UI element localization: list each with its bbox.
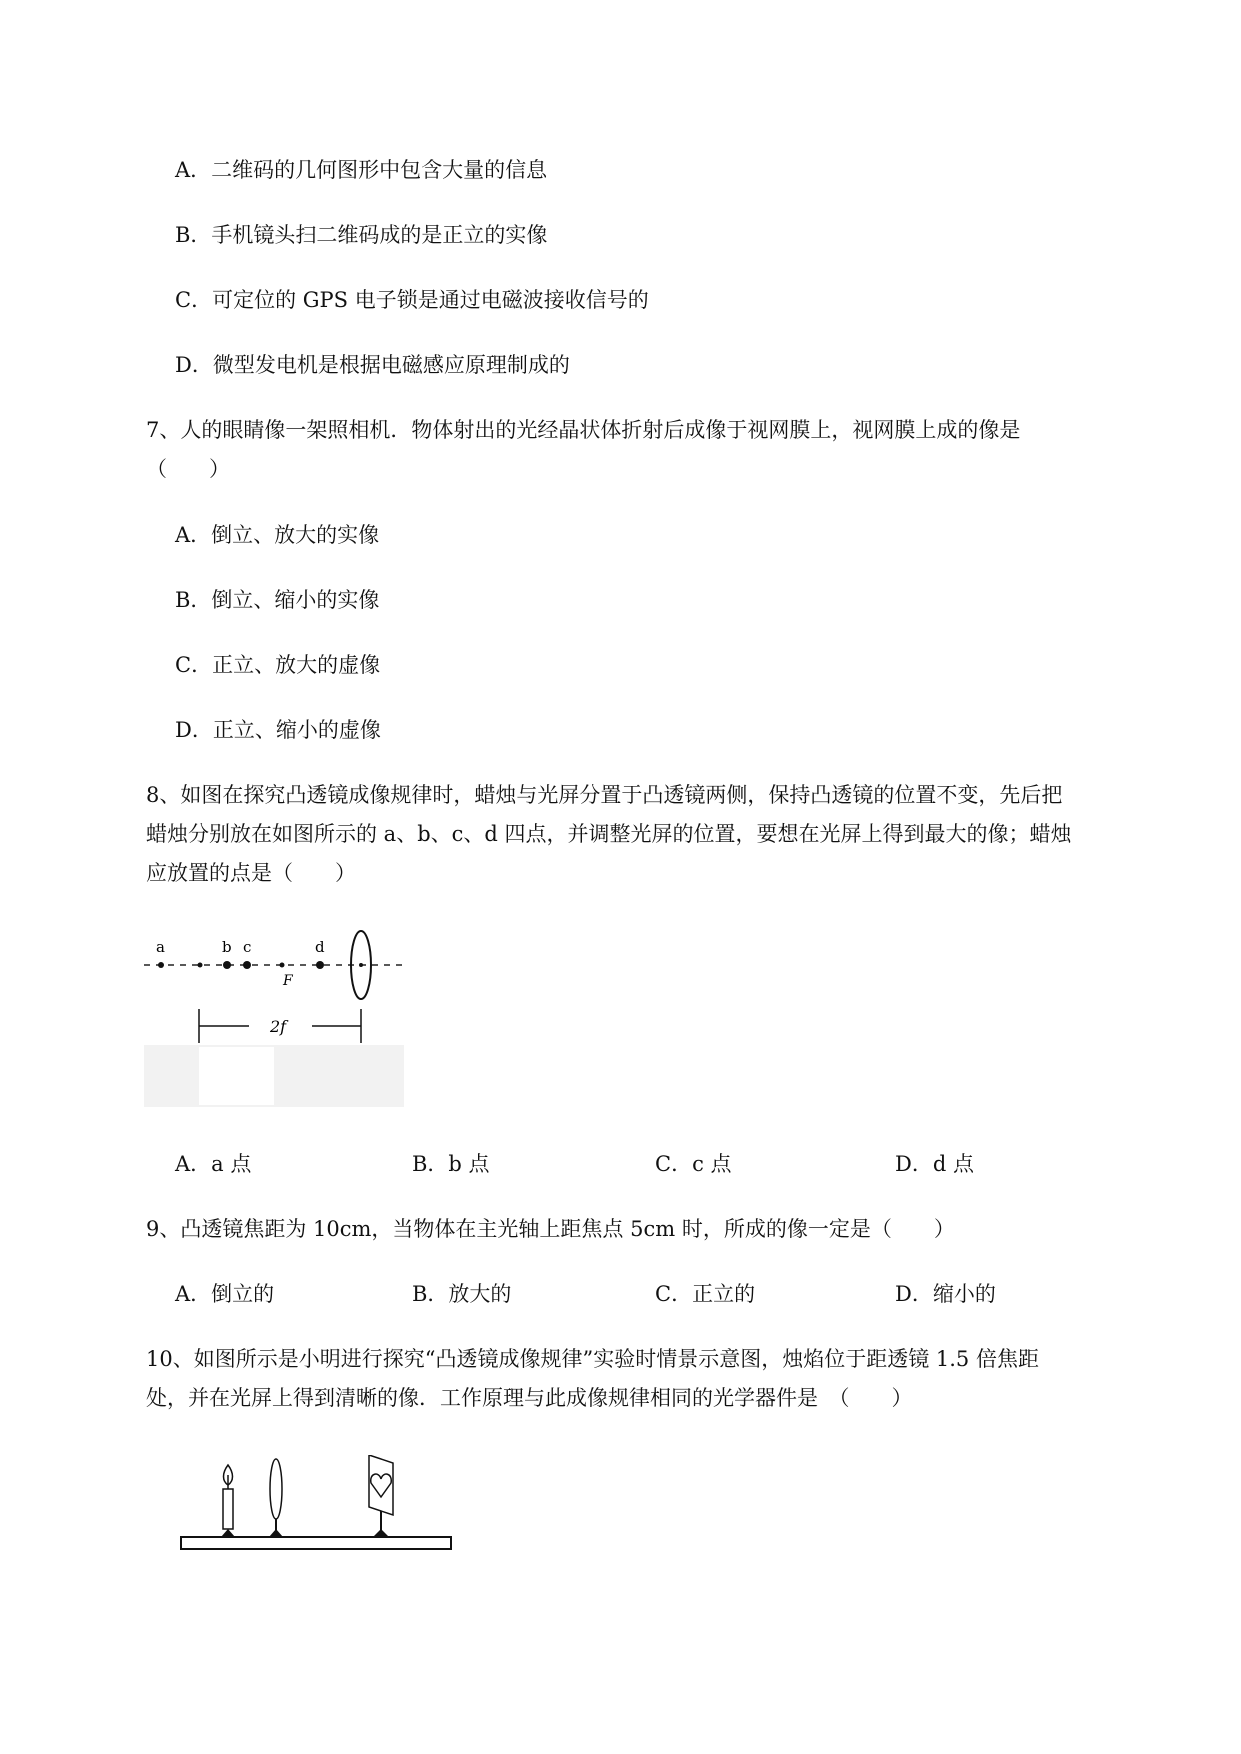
point-b bbox=[223, 961, 231, 969]
q8-option-d: D．d 点 bbox=[895, 1152, 974, 1176]
q9-option-d: D．缩小的 bbox=[895, 1282, 996, 1306]
q8-stem-line3: 应放置的点是（ ） bbox=[146, 861, 356, 885]
q7-option-d: D．正立、缩小的虚像 bbox=[175, 718, 381, 742]
q7-stem-line2: （ ） bbox=[146, 457, 230, 481]
screen-stand bbox=[373, 1529, 389, 1537]
q9-option-c: C．正立的 bbox=[655, 1282, 756, 1306]
q7-stem-line1: 7、人的眼睛像一架照相机．物体射出的光经晶状体折射后成像于视网膜上，视网膜上成的像是 bbox=[146, 418, 1021, 442]
point-a bbox=[158, 962, 164, 968]
lens-stand bbox=[269, 1529, 283, 1537]
label-2f: 2f bbox=[270, 1017, 287, 1036]
q8-option-c: C．c 点 bbox=[655, 1152, 732, 1176]
q7-option-b: B．倒立、缩小的实像 bbox=[175, 588, 380, 612]
point-c bbox=[243, 961, 251, 969]
q9-stem: 9、凸透镜焦距为 10cm，当物体在主光轴上距焦点 5cm 时，所成的像一定是（ ） bbox=[146, 1217, 955, 1241]
q10-stem-line2: 处，并在光屏上得到清晰的像．工作原理与此成像规律相同的光学器件是 （ ） bbox=[146, 1386, 913, 1410]
optical-bench bbox=[181, 1537, 451, 1549]
candle-stand bbox=[221, 1529, 235, 1537]
q10-optical-bench-figure bbox=[178, 1455, 458, 1555]
figure-white-gap bbox=[199, 1047, 274, 1105]
label-c: c bbox=[243, 938, 252, 956]
q6-option-c: C．可定位的 GPS 电子锁是通过电磁波接收信号的 bbox=[175, 288, 649, 312]
point-extra bbox=[198, 963, 203, 968]
q7-option-a: A．倒立、放大的实像 bbox=[175, 523, 380, 547]
q8-option-a: A．a 点 bbox=[175, 1152, 252, 1176]
q6-option-a: A．二维码的几何图形中包含大量的信息 bbox=[175, 158, 548, 182]
q8-stem-line1: 8、如图在探究凸透镜成像规律时，蜡烛与光屏分置于凸透镜两侧，保持凸透镜的位置不变，先后把 bbox=[146, 783, 1063, 807]
q8-stem-line2: 蜡烛分别放在如图所示的 a、b、c、d 四点，并调整光屏的位置，要想在光屏上得到最大的像；蜡烛 bbox=[146, 822, 1072, 846]
lens bbox=[270, 1459, 282, 1519]
label-b: b bbox=[222, 938, 232, 956]
q9-option-b: B．放大的 bbox=[412, 1282, 512, 1306]
candle-body bbox=[223, 1489, 233, 1529]
q8-lens-figure bbox=[144, 925, 410, 1110]
q6-option-d: D．微型发电机是根据电磁感应原理制成的 bbox=[175, 353, 570, 377]
q7-option-c: C．正立、放大的虚像 bbox=[175, 653, 381, 677]
q6-option-b: B．手机镜头扫二维码成的是正立的实像 bbox=[175, 223, 548, 247]
label-d: d bbox=[315, 938, 325, 956]
label-F: F bbox=[283, 973, 293, 989]
q10-stem-line1: 10、如图所示是小明进行探究“凸透镜成像规律”实验时情景示意图，烛焰位于距透镜 1.5 倍焦距 bbox=[146, 1347, 1039, 1371]
lens-center bbox=[359, 963, 363, 967]
focal-point bbox=[280, 963, 285, 968]
label-a: a bbox=[156, 938, 165, 956]
point-d bbox=[316, 961, 324, 969]
q9-option-a: A．倒立的 bbox=[175, 1282, 275, 1306]
q8-option-b: B．b 点 bbox=[412, 1152, 490, 1176]
